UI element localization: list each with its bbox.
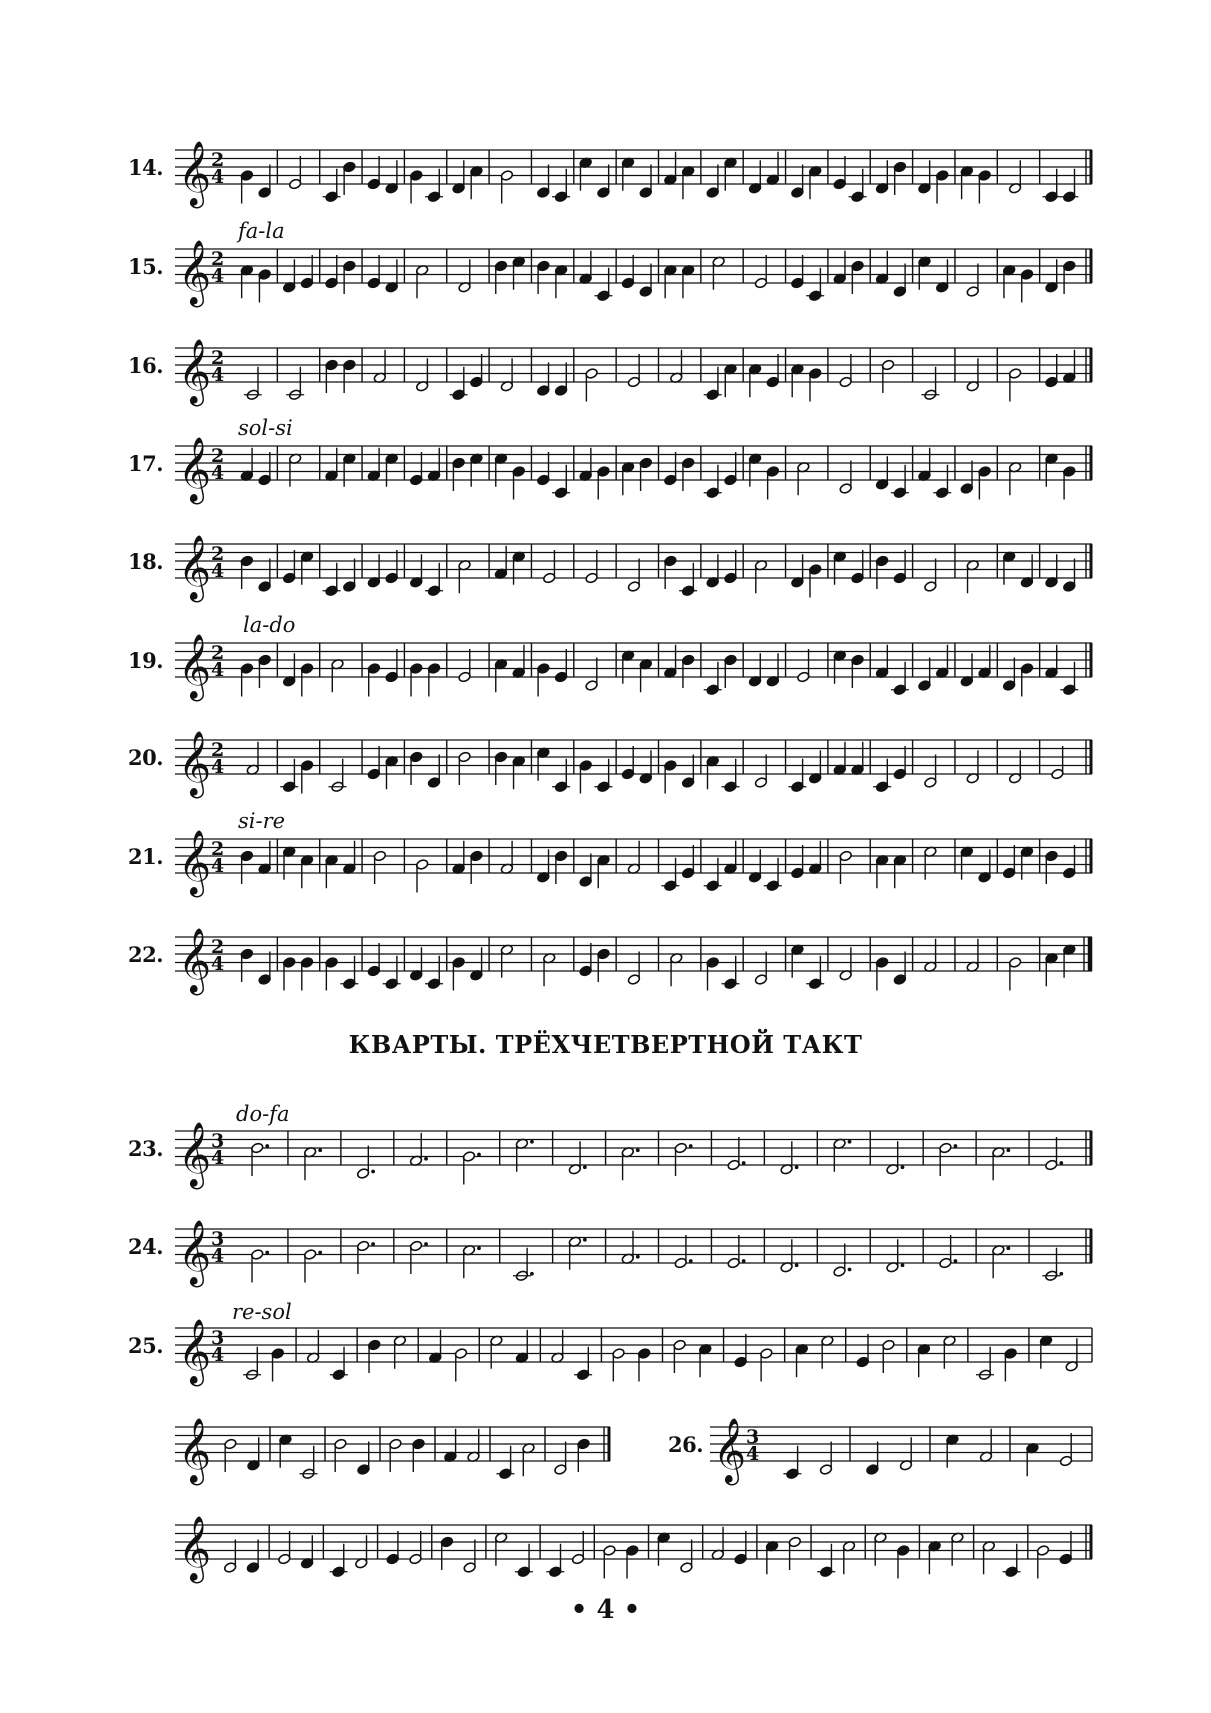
treble-clef-icon: 𝄞: [178, 339, 212, 404]
staff: [175, 240, 1092, 307]
solfege-syllables: fa-la: [238, 219, 285, 243]
staff: [175, 141, 1092, 208]
augmentation-dot: [954, 1259, 958, 1263]
augmentation-dot: [583, 1238, 587, 1242]
staff: [175, 1319, 1092, 1386]
treble-clef-icon: 𝄞: [178, 437, 212, 502]
augmentation-dot: [265, 1251, 269, 1255]
exercise-number: 25.: [128, 1333, 164, 1358]
time-signature-top: 2: [211, 642, 225, 664]
augmentation-dot: [424, 1157, 428, 1161]
staff: [175, 1122, 1092, 1189]
time-signature-bottom: 4: [211, 364, 225, 386]
augmentation-dot: [742, 1259, 746, 1263]
augmentation-dot: [795, 1263, 799, 1267]
exercise-number: 24.: [128, 1234, 164, 1259]
augmentation-dot: [636, 1148, 640, 1152]
augmentation-dot: [530, 1140, 534, 1144]
augmentation-dot: [848, 1268, 852, 1272]
exercise-number: 20.: [128, 745, 164, 770]
exercise-number: 23.: [128, 1136, 164, 1161]
augmentation-dot: [795, 1165, 799, 1169]
time-signature-top: 2: [211, 543, 225, 565]
augmentation-dot: [848, 1140, 852, 1144]
exercise-number: 22.: [128, 942, 164, 967]
staff: [175, 1516, 1092, 1583]
augmentation-dot: [371, 1242, 375, 1246]
augmentation-dot: [636, 1255, 640, 1259]
staff: [175, 1220, 1092, 1287]
augmentation-dot: [371, 1170, 375, 1174]
treble-clef-icon: 𝄞: [178, 535, 212, 600]
time-signature-bottom: 4: [211, 560, 225, 582]
time-signature-bottom: 4: [211, 265, 225, 287]
staff: [175, 830, 1092, 897]
time-signature-bottom: 4: [746, 1443, 760, 1465]
treble-clef-icon: 𝄞: [178, 240, 212, 305]
exercise-number: 26.: [668, 1432, 704, 1457]
augmentation-dot: [477, 1246, 481, 1250]
time-signature-top: 3: [211, 1327, 225, 1349]
treble-clef-icon: 𝄞: [178, 1122, 212, 1187]
augmentation-dot: [689, 1259, 693, 1263]
augmentation-dot: [1059, 1161, 1063, 1165]
treble-clef-icon: 𝄞: [178, 928, 212, 993]
augmentation-dot: [1059, 1272, 1063, 1276]
treble-clef-icon: 𝄞: [178, 141, 212, 206]
time-signature-top: 2: [211, 445, 225, 467]
exercise-number: 18.: [128, 549, 164, 574]
staff: [710, 1418, 1092, 1485]
augmentation-dot: [583, 1165, 587, 1169]
exercise-number: 14.: [128, 155, 164, 180]
time-signature-top: 2: [211, 347, 225, 369]
exercise-number: 17.: [128, 451, 164, 476]
staff: [175, 731, 1092, 798]
time-signature-top: 2: [211, 838, 225, 860]
page-number: • 4 •: [570, 1595, 641, 1625]
time-signature-bottom: 4: [211, 756, 225, 778]
treble-clef-icon: 𝄞: [713, 1418, 747, 1483]
time-signature-bottom: 4: [211, 1245, 225, 1267]
time-signature-top: 2: [211, 739, 225, 761]
augmentation-dot: [901, 1165, 905, 1169]
time-signature-top: 3: [211, 1130, 225, 1152]
treble-clef-icon: 𝄞: [178, 634, 212, 699]
time-signature-bottom: 4: [211, 1147, 225, 1169]
time-signature-bottom: 4: [211, 953, 225, 975]
solfege-syllables: si-re: [238, 809, 286, 833]
time-signature-top: 3: [746, 1426, 760, 1448]
augmentation-dot: [954, 1144, 958, 1148]
staff: [175, 928, 1092, 995]
treble-clef-icon: 𝄞: [178, 1418, 212, 1483]
staff: [175, 437, 1092, 504]
exercise-number: 16.: [128, 353, 164, 378]
solfege-syllables: do-fa: [236, 1102, 290, 1126]
solfege-syllables: sol-si: [238, 416, 293, 440]
treble-clef-icon: 𝄞: [178, 1516, 212, 1581]
augmentation-dot: [901, 1263, 905, 1267]
treble-clef-icon: 𝄞: [178, 1319, 212, 1384]
time-signature-top: 2: [211, 149, 225, 171]
time-signature-top: 3: [211, 1228, 225, 1250]
time-signature-top: 2: [211, 248, 225, 270]
treble-clef-icon: 𝄞: [178, 1220, 212, 1285]
time-signature-bottom: 4: [211, 855, 225, 877]
augmentation-dot: [477, 1153, 481, 1157]
exercise-number: 19.: [128, 648, 164, 673]
staff: [175, 634, 1092, 701]
augmentation-dot: [742, 1161, 746, 1165]
time-signature-bottom: 4: [211, 1344, 225, 1366]
staff: [175, 535, 1092, 602]
augmentation-dot: [318, 1148, 322, 1152]
augmentation-dot: [1006, 1148, 1010, 1152]
solfege-syllables: la-do: [243, 613, 296, 637]
treble-clef-icon: 𝄞: [178, 731, 212, 796]
augmentation-dot: [530, 1272, 534, 1276]
staff: [175, 1418, 610, 1485]
solfege-syllables: re-sol: [232, 1300, 292, 1324]
staff: [175, 339, 1092, 406]
time-signature-bottom: 4: [211, 462, 225, 484]
augmentation-dot: [689, 1144, 693, 1148]
exercise-number: 21.: [128, 844, 164, 869]
time-signature-top: 2: [211, 936, 225, 958]
treble-clef-icon: 𝄞: [178, 830, 212, 895]
exercise-number: 15.: [128, 254, 164, 279]
augmentation-dot: [265, 1144, 269, 1148]
augmentation-dot: [424, 1242, 428, 1246]
time-signature-bottom: 4: [211, 659, 225, 681]
augmentation-dot: [318, 1251, 322, 1255]
augmentation-dot: [1006, 1246, 1010, 1250]
time-signature-bottom: 4: [211, 166, 225, 188]
section-heading: КВАРТЫ. ТРЁХЧЕТВЕРТНОЙ ТАКТ: [348, 1030, 863, 1059]
